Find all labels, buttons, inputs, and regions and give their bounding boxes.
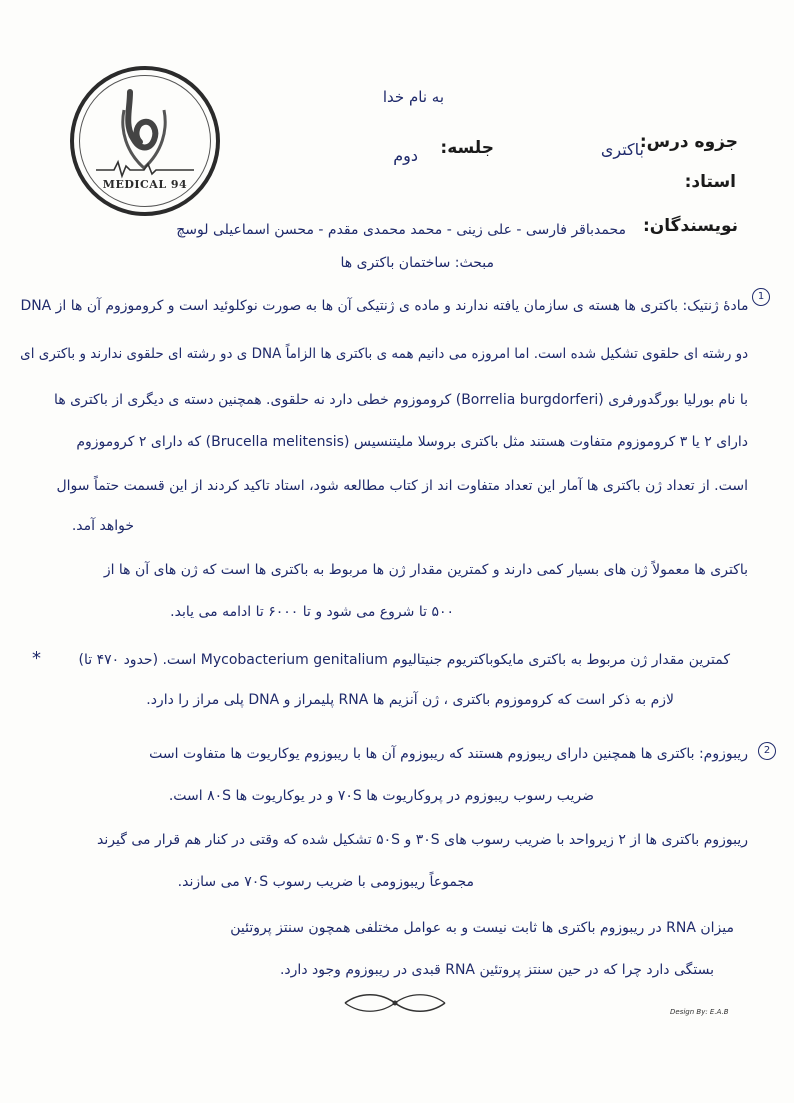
teacher-label: استاد: — [684, 172, 736, 192]
design-credit: Design By: E.A.B — [670, 1008, 729, 1016]
logo-text: MEDICAL 94 — [102, 178, 188, 191]
authors-value: محمدباقر فارسی - علی زینی - محمد محمدی مقدم - محسن اسماعیلی لوسچ — [176, 222, 626, 238]
body-line: مادهٔ ژنتیک: باکتری ها هسته ی سازمان یافته ندارند و ماده ی ژنتیکی آن ها به صورت نوکلوئید است و کروموزوم آن ها از DNA — [20, 298, 749, 314]
body-line: باکتری ها معمولاً ژن های بسیار کمی دارند و کمترین مقدار ژن ها مربوط به باکتری ها است که ژن های آن ها از — [103, 562, 748, 578]
body-line: خواهد آمد. — [71, 518, 134, 534]
session-value: دوم — [393, 146, 418, 165]
body-line: کمترین مقدار ژن مربوط به باکتری مایکوباکتریوم جنیتالیوم Mycobacterium genitalium است. (حدود ۴۷۰ تا) — [78, 652, 730, 668]
lesson-value: باکتری — [600, 140, 644, 159]
body-line: ریبوزوم: باکتری ها همچنین دارای ریبوزوم هستند که ریبوزوم آن ها با ریبوزوم یوکاریوت ها متفاوت است — [149, 746, 748, 762]
body-line: ۵۰۰ تا شروع می شود و تا ۶۰۰۰ تا ادامه می یابد. — [170, 604, 454, 620]
bismillah: به نام خدا — [382, 88, 444, 106]
star-bullet-icon: * — [32, 648, 41, 669]
section-number-one: 1 — [752, 288, 770, 306]
body-line: دو رشته ای حلقوی تشکیل شده است. اما امروزه می دانیم همه ی باکتری ها الزاماً DNA ی دو رشته ای حلقوی ندارند و باکتری ای — [19, 346, 748, 362]
body-line: بستگی دارد چرا که در حین سنتز پروتئین RNA قبدی در ریبوزوم وجود دارد. — [279, 962, 714, 978]
body-line: ضریب رسوب ریبوزوم در پروکاریوت ها ۷۰S و در یوکاریوت ها ۸۰S است. — [168, 788, 594, 804]
medical-logo — [70, 66, 220, 216]
body-line: دارای ۲ یا ۳ کروموزوم متفاوت هستند مثل باکتری بروسلا ملیتنسیس (Brucella melitensis) که دارای ۲ کروموزوم — [76, 434, 748, 450]
body-line: ریبوزوم باکتری ها از ۲ زیرواحد با ضریب رسوب های ۳۰S و ۵۰S تشکیل شده که وقتی در کنار هم قرار می گیرند — [97, 832, 748, 848]
topic-line: مبحث: ساختمان باکتری ها — [340, 255, 494, 271]
body-line: است. از تعداد ژن باکتری ها آمار این تعداد متفاوت اند از کتاب مطالعه شود، استاد تاکید کردند از این قسمت حتماً سوال — [56, 478, 748, 494]
lesson-label: جزوه درس: — [639, 132, 738, 152]
section-number-two: 2 — [758, 742, 776, 760]
body-line: میزان RNA در ریبوزوم باکتری ها ثابت نیست و به عوامل مختلفی همچون سنتز پروتئین — [230, 920, 734, 936]
body-line: با نام بورلیا بورگدورفری (Borrelia burgdorferi) کروموزوم خطی دارد نه حلقوی. همچنین دسته ی دیگری از باکتری ها — [54, 392, 748, 408]
session-label: جلسه: — [440, 138, 494, 158]
authors-label: نویسندگان: — [642, 216, 738, 236]
body-line: مجموعاً ریبوزومی با ضریب رسوب ۷۰S می سازند. — [177, 874, 474, 890]
flourish-ornament-icon — [340, 990, 450, 1016]
body-line: لازم به ذکر است که کروموزوم باکتری ، ژن آنزیم ها RNA پلیمراز و DNA پلی مراز را دارد. — [146, 692, 674, 708]
